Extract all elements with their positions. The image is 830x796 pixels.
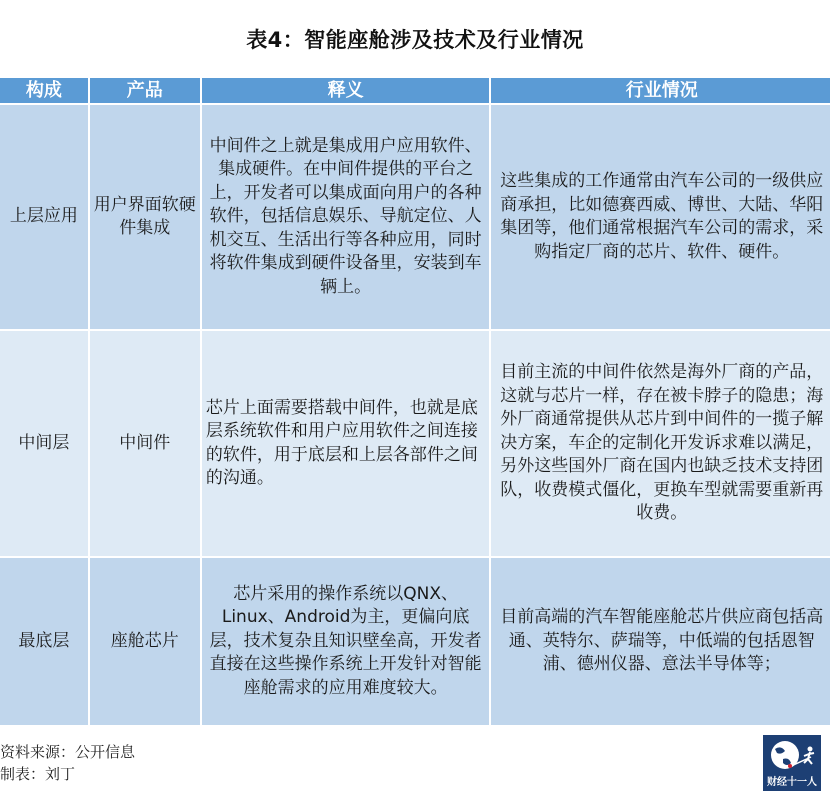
cell-product: 座舱芯片	[89, 557, 201, 726]
cell-layer: 中间层	[0, 330, 89, 557]
header-row	[0, 77, 830, 104]
industry-table	[0, 76, 830, 727]
cell-definition: 芯片上面需要搭载中间件，也就是底层系统软件和用户应用软件之间连接的软件，用于底层和上层各部件之间的沟通。	[201, 330, 491, 557]
table-title: 表4：智能座舱涉及技术及行业情况	[246, 28, 584, 52]
header-definition: 释义	[201, 77, 491, 104]
author-note: 制表：刘丁	[0, 765, 76, 783]
cell-definition: 中间件之上就是集成用户应用软件、集成硬件。在中间件提供的平台之上，开发者可以集成面向用户的各种软件，包括信息娱乐、导航定位、人机交互、生活出行等各种应用，同时将软件集成到硬件设备里，安装到车辆上。	[201, 104, 491, 330]
cell-industry: 这些集成的工作通常由汽车公司的一级供应商承担，比如德赛西威、博世、大陆、华阳集团等，他们通常根据汽车公司的需求，采购指定厂商的芯片、软件、硬件。	[490, 104, 830, 330]
cell-industry: 目前高端的汽车智能座舱芯片供应商包括高通、英特尔、萨瑞等，中低端的包括恩智浦、德州仪器、意法半导体等；	[490, 557, 830, 726]
table-row	[0, 557, 830, 726]
cell-product: 用户界面软硬件集成	[89, 104, 201, 330]
footer	[0, 741, 135, 785]
cell-layer: 最底层	[0, 557, 89, 726]
header-layer: 构成	[0, 77, 89, 104]
table-row	[0, 104, 830, 330]
globe-runner-icon	[763, 735, 821, 777]
logo-text: 财经十一人	[767, 777, 817, 788]
header-product: 产品	[89, 77, 201, 104]
cell-definition: 芯片采用的操作系统以QNX、Linux、Android为主，更偏向底层，技术复杂且知识壁垒高，开发者直接在这些操作系统上开发针对智能座舱需求的应用难度较大。	[201, 557, 491, 726]
brand-logo	[763, 735, 821, 791]
header-industry: 行业情况	[490, 77, 830, 104]
source-note: 资料来源：公开信息	[0, 743, 136, 761]
table-row	[0, 330, 830, 557]
cell-industry: 目前主流的中间件依然是海外厂商的产品，这就与芯片一样，存在被卡脖子的隐患；海外厂商通常提供从芯片到中间件的一揽子解决方案，车企的定制化开发诉求难以满足，另外这些国外厂商在国内也缺乏技术支持团队，收费模式僵化，更换车型就需要重新再收费。	[490, 330, 830, 557]
cell-product: 中间件	[89, 330, 201, 557]
cell-layer: 上层应用	[0, 104, 89, 330]
